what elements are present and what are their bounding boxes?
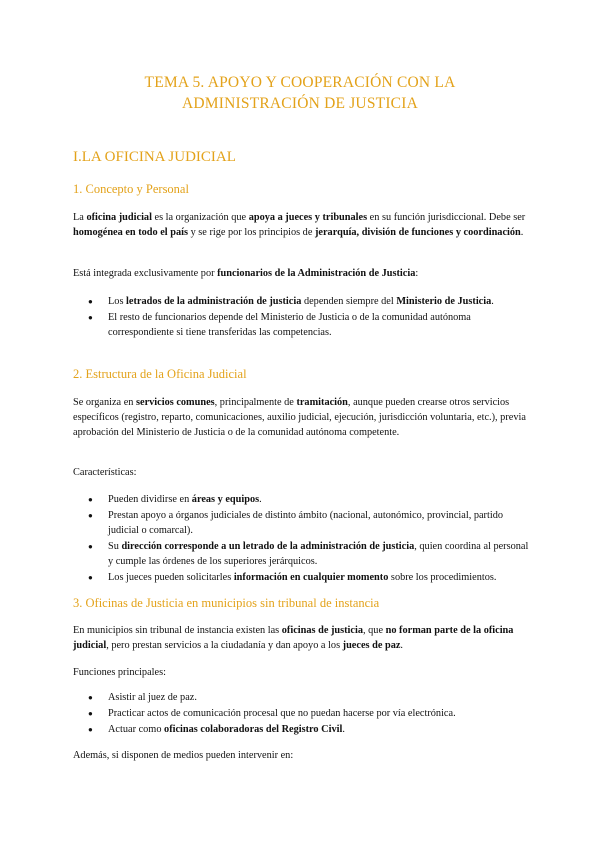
text-run: , que [363, 625, 386, 636]
paragraph [73, 395, 533, 440]
title-line-2: ADMINISTRACIÓN DE JUSTICIA [182, 95, 418, 112]
bullet-list [88, 294, 533, 341]
subsection-heading-2: 2. Estructura de la Oficina Judicial [73, 367, 247, 381]
text-run: . [342, 724, 345, 735]
list-item [88, 492, 533, 507]
bold-text: Ministerio de Justicia [396, 296, 492, 307]
bold-text: letrados de la administración de justicia [126, 296, 302, 307]
bold-text: información en cualquier momento [233, 572, 389, 583]
bold-text: oficina judicial [86, 212, 152, 223]
text-run: Los jueces pueden solicitarles [108, 572, 234, 583]
bold-text: tramitación [296, 397, 348, 408]
bold-text: apoya a jueces y tribunales [248, 212, 368, 223]
text-run: , aunque pueden crearse otros servicios específicos (registro, reparto, comunicaciones, auxilio judicial, ejecución, jurisdicción voluntaria, etc.), previa aprobación del Ministerio de Justicia o de la comunidad autónoma competente. [73, 397, 526, 438]
text-run: Está integrada exclusivamente por [73, 268, 218, 279]
bold-text: no forman parte de la oficina judicial [73, 625, 514, 651]
paragraph [73, 210, 533, 240]
paragraph [73, 266, 533, 281]
text-run: : [415, 268, 419, 279]
paragraph: Funciones principales: [73, 667, 166, 678]
section-heading: I.LA OFICINA JUDICIAL [73, 149, 236, 165]
text-run: , pero prestan servicios a la ciudadanía y dan apoyo a los [106, 640, 343, 651]
bold-text: homogénea en todo el país [73, 227, 188, 238]
text-run: Su [108, 541, 122, 552]
text-run: Los [108, 296, 127, 307]
text-run: sobre los procedimientos. [388, 572, 497, 583]
list-item [88, 722, 533, 737]
list-item [88, 706, 533, 721]
text-run: . [491, 296, 494, 307]
text-run: , quien coordina al personal y cumple las órdenes de los superiores jerárquicos. [108, 541, 529, 567]
title-line-1: TEMA 5. APOYO Y COOPERACIÓN CON LA [144, 74, 456, 91]
paragraph: Características: [73, 467, 137, 478]
text-run: y se rige por los principios de [188, 227, 315, 238]
text-run: . [400, 640, 403, 651]
bullet-list [88, 492, 533, 586]
list-item [88, 690, 533, 705]
text-run: dependen siempre del [301, 296, 397, 307]
bold-text: servicios comunes [136, 397, 215, 408]
text-run: Practicar actos de comunicación procesal que no puedan hacerse por vía electrónica. [108, 708, 456, 719]
bold-text: oficinas de justicia [281, 625, 363, 636]
subsection-heading-3: 3. Oficinas de Justicia en municipios sin tribunal de instancia [73, 596, 380, 610]
document-title [60, 72, 540, 114]
list-item [88, 539, 533, 569]
bold-text: jueces de paz [342, 640, 401, 651]
text-run: Se organiza en [73, 397, 136, 408]
text-run: Actuar como [108, 724, 165, 735]
list-item [88, 570, 533, 585]
text-run: Pueden dividirse en [108, 494, 192, 505]
list-item [88, 508, 533, 538]
paragraph [73, 623, 533, 653]
text-run: Asistir al juez de paz. [108, 692, 197, 703]
paragraph: Además, si disponen de medios pueden intervenir en: [73, 750, 294, 761]
list-item [88, 294, 533, 309]
text-run: , principalmente de [214, 397, 297, 408]
bold-text: áreas y equipos [191, 494, 260, 505]
text-run: . [520, 227, 524, 238]
bold-text: dirección corresponde a un letrado de la administración de justicia [121, 541, 415, 552]
text-run: En municipios sin tribunal de instancia existen las [73, 625, 282, 636]
subsection-heading-1: 1. Concepto y Personal [73, 182, 189, 196]
bold-text: oficinas colaboradoras del Registro Civil [164, 724, 343, 735]
text-run: Prestan apoyo a órganos judiciales de distinto ámbito (nacional, autonómico, provincial, partido judicial o comarcal). [108, 510, 504, 536]
text-run: La [73, 212, 87, 223]
text-run: en su función jurisdiccional. Debe ser [367, 212, 526, 223]
list-item [88, 310, 533, 340]
text-run: . [259, 494, 262, 505]
text-run: es la organización que [151, 212, 249, 223]
bold-text: jerarquía, división de funciones y coordinación [314, 227, 521, 238]
bold-text: funcionarios de la Administración de Justicia [217, 268, 416, 279]
bullet-list [88, 690, 533, 738]
text-run: El resto de funcionarios depende del Ministerio de Justicia o de la comunidad autónoma correspondiente si tiene transferidas las competencias. [108, 312, 471, 338]
